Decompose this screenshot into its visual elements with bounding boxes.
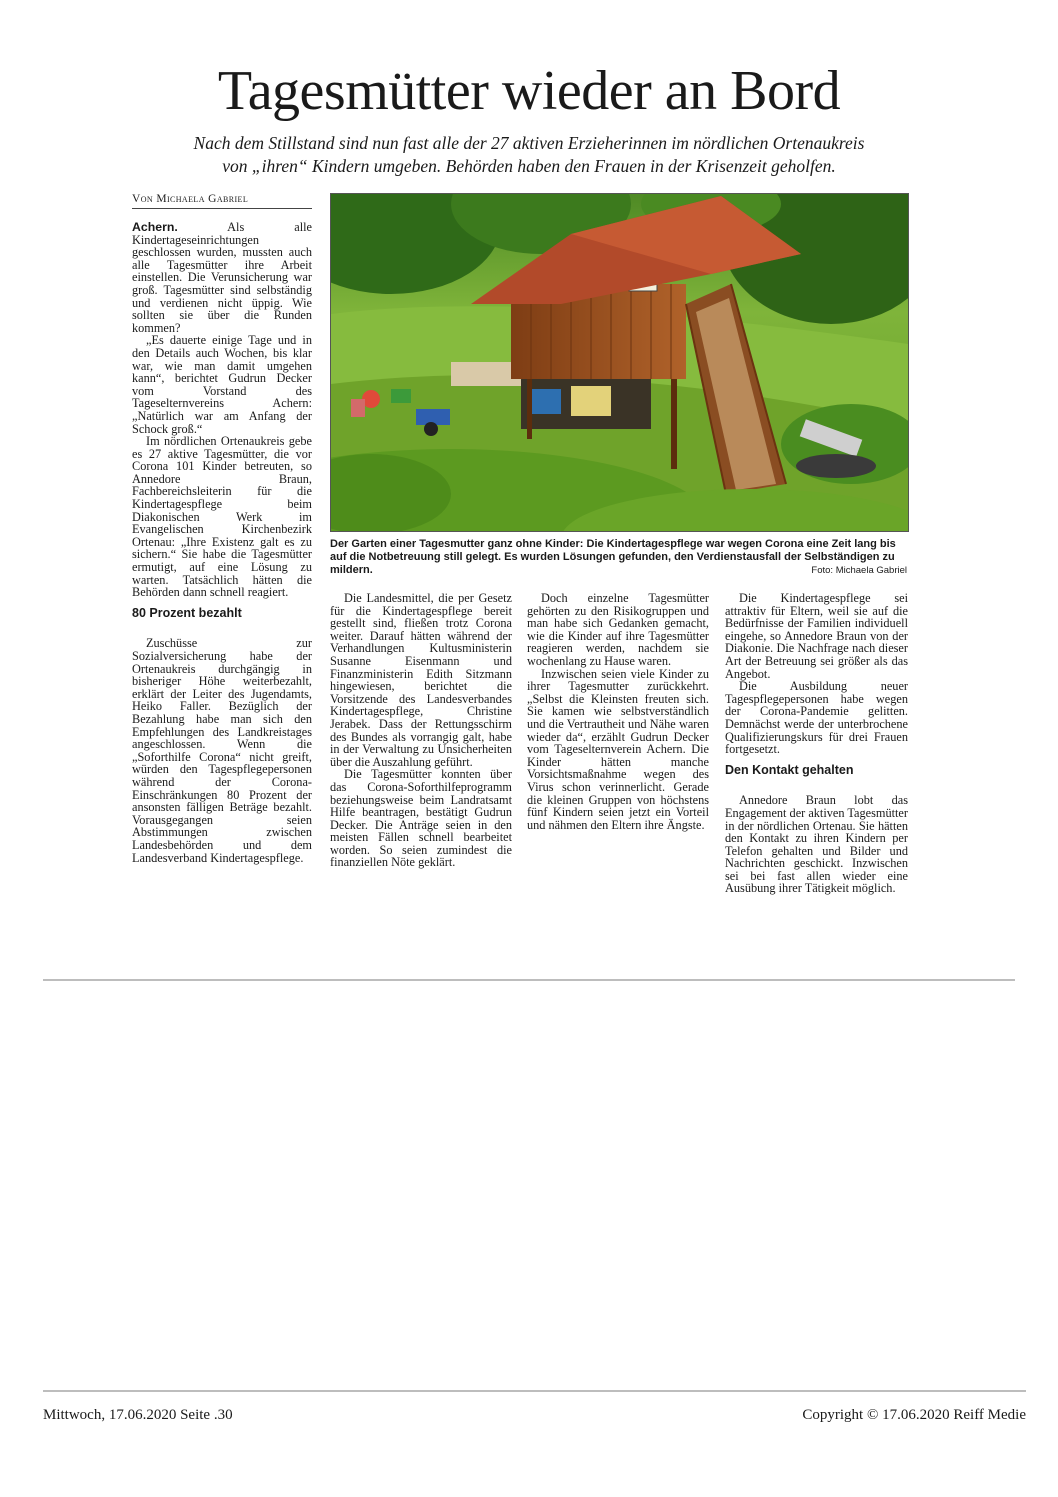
paragraph: Die Ausbildung neuer Tagespflegepersonen habe wegen der Corona-Pandemie gelitten. Demnächst werde der unterbrochene Qualifizierungskurs für drei Frauen fortgesetzt. [725,679,908,757]
article-photo [330,193,909,532]
subheadline [110,132,948,178]
photo-caption: Der Garten einer Tagesmutter ganz ohne Kinder: Die Kindertagespflege war wegen Corona eine Zeit lang bis auf die Notbetreuung still gelegt. Es wurden Lösungen gefunden, den Verdienstausfall der Selbständigen zu mildern. [330,538,896,576]
page-divider [43,979,1015,981]
article-column-4 [725,592,908,895]
paragraph: Zuschüsse zur Sozialversicherung habe der Ortenaukreis durchgängig in bisheriger Höhe weiterbezahlt, erklärt der Leiter des Jugendamts, Heiko Faller. Bezüglich der Bezahlung habe man sich den Empfehlungen des Landkreistages angeschlossen. Wenn die „Soforthilfe Corona“ nicht greift, würden den Tagespflegepersonen während der Corona-Einschränkungen 80 Prozent der ansonsten fälligen Beträge bezahlt. Vorausgegangen seien Abstimmungen zwischen Landesbehörden und dem Landesverband Kindertagespflege. [132,636,312,865]
footer-divider [43,1390,1026,1392]
paragraph-text: Als alle Kindertageseinrichtungen geschlossen wurden, mussten auch alle Tagesmütter ihre Arbeit einstellen. Die Verunsicherung war groß. Tagesmütter sind selbständig und verdienen nicht üppig. Wie sollten sie über die Runden kommen? [132,220,312,335]
article-column-2 [330,592,512,869]
garden-playhouse-image [331,194,908,531]
paragraph: „Es dauerte einige Tage und in den Details auch Wochen, bis klar war, wie man damit umgehen kann“, berichtet Gudrun Decker vom Vorstand des Tageselternvereins Achern: „Natürlich war am Anfang der Schock groß.“ [132,333,312,436]
article-column-3 [527,592,709,831]
paragraph: Annedore Braun lobt das Engagement der aktiven Tagesmütter in der nördlichen Ortenau. Sie hätten den Kontakt zu ihren Kindern per Telefon gehalten und Bilder und Nachrichten geschickt. Inzwischen sei bei fast allen wieder eine Ausübung ihrer Tätigkeit möglich. [725,793,908,896]
headline: Tagesmütter wieder an Bord [217,60,841,122]
paragraph [132,221,312,334]
article-column-1 [132,221,312,864]
footer-date-page: Mittwoch, 17.06.2020 Seite .30 [43,1407,233,1423]
paragraph: Inzwischen seien viele Kinder zu ihrer Tagesmutter zurückkehrt. „Selbst die Kleinsten freuten sich. Sie kamen wie selbstverständlich und die Vertrautheit und Nähe waren wieder da“, erzählt Gudrun Decker vom Tageselternverein Achern. Die Kinder hätten manche Vorsichtsmaßnahme wegen des Virus schon verinnerlicht. Gerade die kleinen Gruppen von höchstens fünf Kindern seien jetzt ein Vorteil und nähmen den Eltern ihre Ängste. [527,666,709,832]
subheadline-line-1: Nach dem Stillstand sind nun fast alle der 27 aktiven Erzieherinnen im nördlichen Ortenaukreis [193,133,865,153]
section-heading: 80 Prozent bezahlt [132,605,242,620]
paragraph: Die Tagesmütter konnten über das Corona-Soforthilfeprogramm beziehungsweise beim Landratsamt Hilfe beantragen, bestätigt Gudrun Decker. Die Anträge seien in den meisten Fällen schnell bearbeitet worden. So seien zumindest die finanziellen Nöte geklärt. [330,767,512,870]
photo-credit: Foto: Michaela Gabriel [811,565,907,576]
paragraph: Die Kindertagespflege sei attraktiv für Eltern, weil sie auf die Bedürfnisse der Familien individuell eingehe, so Annedore Braun von der Diakonie. Die Nachfrage nach dieser Art der Betreuung sei größer als das Angebot. [725,591,908,681]
byline-rule [132,208,312,209]
paragraph: Im nördlichen Ortenaukreis gebe es 27 aktive Tagesmütter, die vor Corona 101 Kinder betreuten, so Annedore Braun, Fachbereichsleiterin für die Kindertagespflege beim Diakonischen Werk im Evangelischen Kirchenbezirk Ortenau: „Ihre Existenz galt es zu sichern.“ Sie habe die Tagesmütter ermutigt, auf eine Lösung zu warten. Tatsächlich hätten die Behörden dann schnell reagiert. [132,434,312,600]
paragraph: Die Landesmittel, die per Gesetz für die Kindertagespflege bereit gestellt sind, fließen trotz Corona weiter. Darauf hätten während der Verhandlungen Kultusministerin Susanne Eisenmann und Finanzministerin Edith Sitzmann hingewiesen, berichtet die Vorsitzende des Landesverbandes Kindertagespflege, Christine Jerabek. Dass der Rettungsschirm des Bundes als vorrangig galt, habe in der Verwaltung zu Unsicherheiten über die Auszahlung geführt. [330,591,512,769]
dateline: Achern. [132,220,178,234]
byline: Von Michaela Gabriel [132,193,249,205]
footer-copyright: Copyright © 17.06.2020 Reiff Medie [802,1407,1026,1423]
section-heading: Den Kontakt gehalten [725,762,854,777]
subheadline-line-2: von „ihren“ Kindern umgeben. Behörden haben den Frauen in der Krisenzeit geholfen. [222,156,836,176]
paragraph: Doch einzelne Tagesmütter gehörten zu den Risikogruppen und man habe sich Gedanken gemacht, wie die Kinder auf ihre Tagesmütter reagieren werden, nachdem sie wochenlang zu Hause waren. [527,591,709,668]
